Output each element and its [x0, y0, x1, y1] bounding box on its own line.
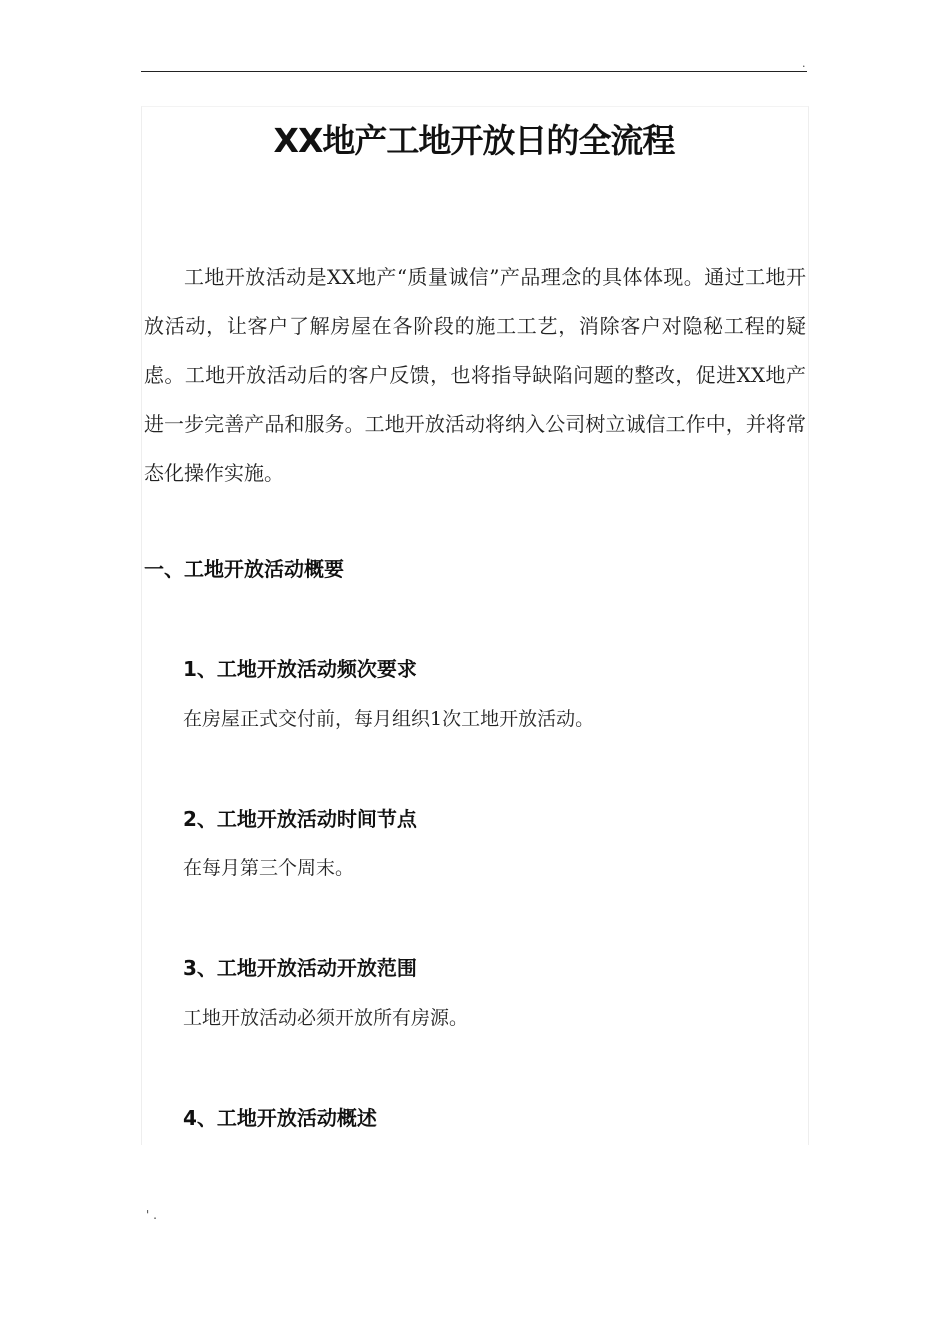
intro-paragraph: 工地开放活动是XX地产“质量诚信”产品理念的具体体现。通过工地开放活动，让客户了解房屋在各阶段的施工工艺，消除客户对隐秘工程的疑虑。工地开放活动后的客户反馈，也将指导缺陷问题的整改，促进XX地产进一步完善产品和服务。工地开放活动将纳入公司树立诚信工作中，并将常态化操作实施。: [144, 265, 806, 485]
subsection-body-scope: 工地开放活动必须开放所有房源。: [183, 1007, 469, 1029]
subsection-heading-frequency: 1、工地开放活动频次要求: [183, 657, 417, 681]
section-heading-overview: 一、工地开放活动概要: [144, 557, 344, 581]
header-mark: .: [802, 57, 806, 70]
subsection-body-timing: 在每月第三个周末。: [183, 857, 355, 879]
footer-mark: ' .: [146, 1208, 157, 1222]
subsection-heading-scope: 3、工地开放活动开放范围: [183, 956, 417, 980]
document-title: XX地产工地开放日的全流程: [273, 121, 675, 161]
subsection-body-frequency: 在房屋正式交付前，每月组织1次工地开放活动。: [183, 708, 595, 730]
header-rule: [141, 71, 807, 72]
subsection-heading-summary: 4、工地开放活动概述: [183, 1106, 377, 1130]
subsection-heading-timing: 2、工地开放活动时间节点: [183, 807, 417, 831]
